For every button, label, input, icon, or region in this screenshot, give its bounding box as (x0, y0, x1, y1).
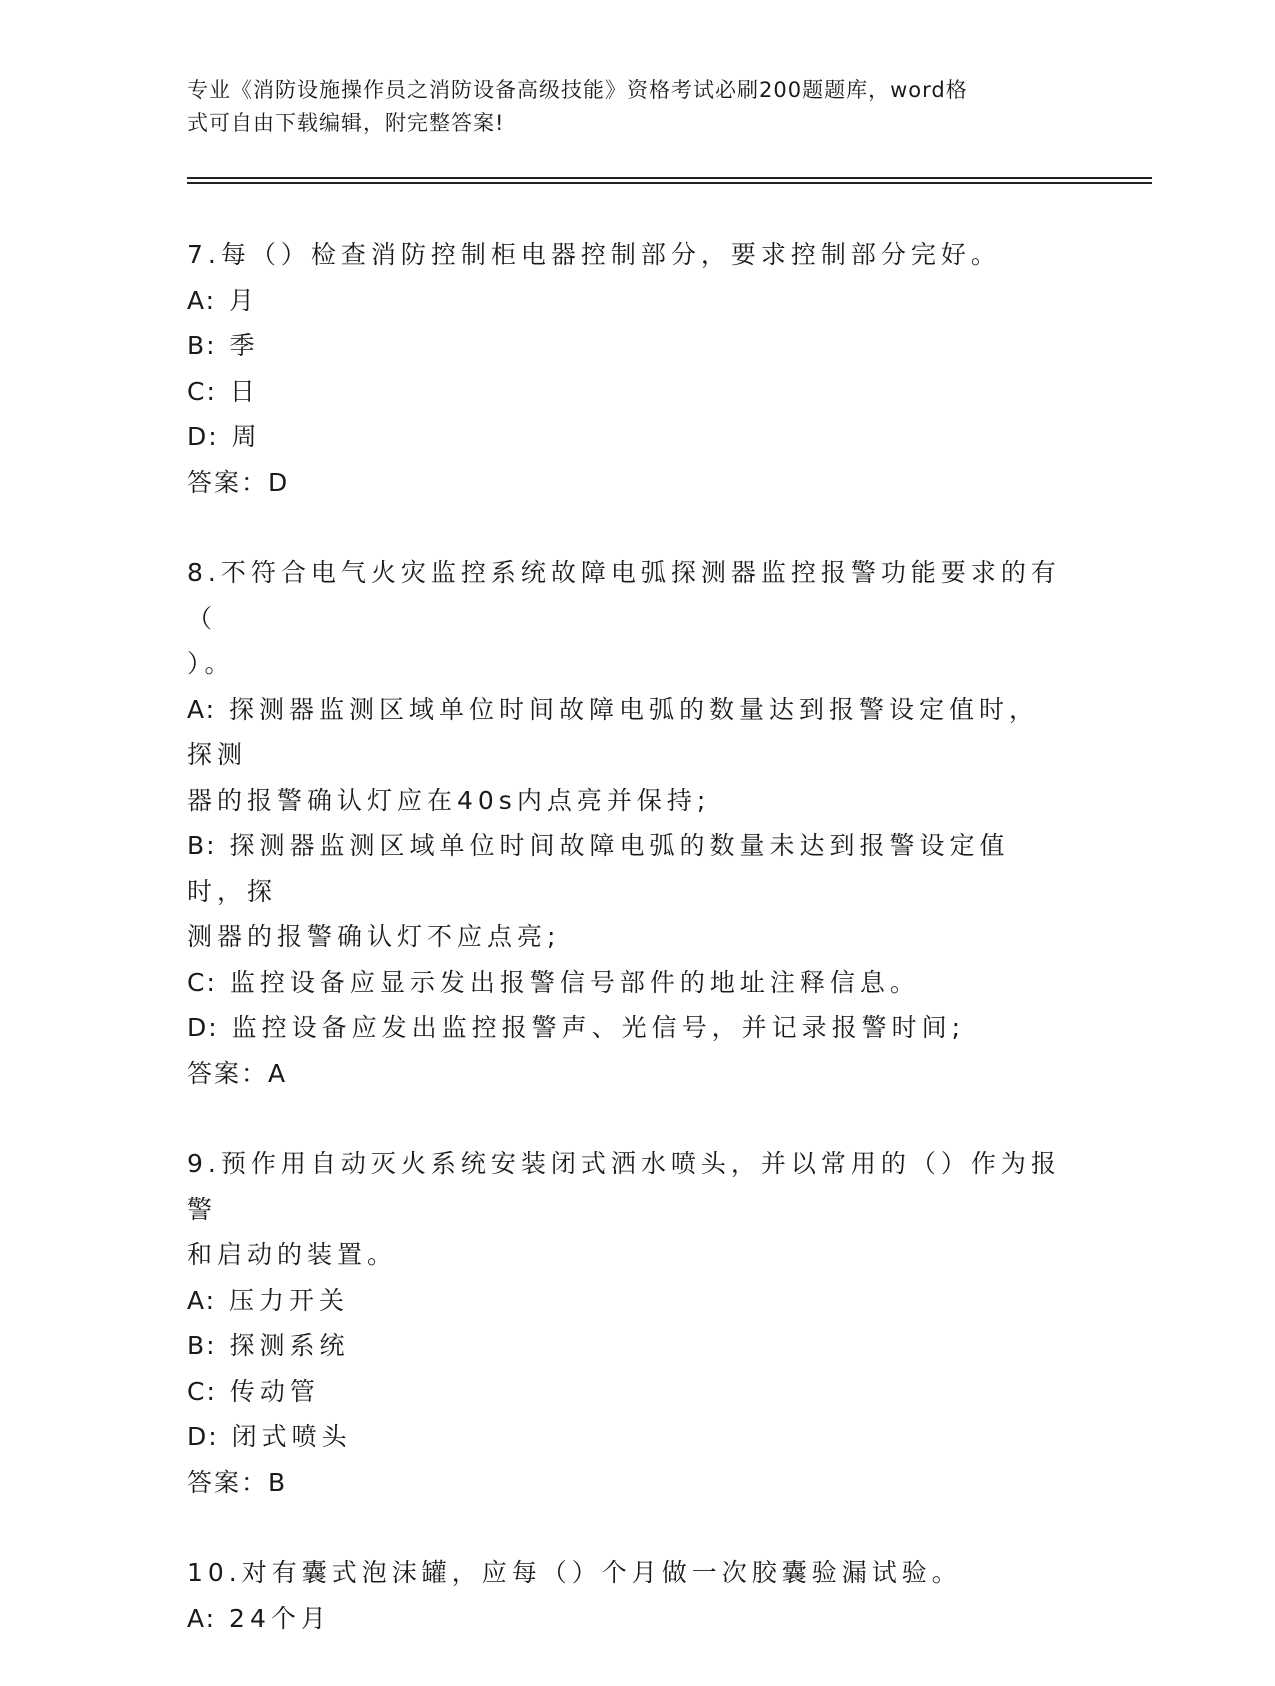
option-c (187, 960, 1067, 1006)
question-7 (187, 232, 1067, 505)
option-c (187, 1369, 1067, 1415)
question-stem: 8.不符合电气火灾监控系统故障电弧探测器监控报警功能要求的有（ (187, 558, 1061, 633)
option-a (187, 278, 1067, 324)
option-b (187, 823, 1067, 914)
option-d (187, 414, 1067, 460)
question-stem: 10.对有囊式泡沫罐，应每（）个月做一次胶囊验漏试验。 (187, 1558, 962, 1587)
question-stem: 7.每（）检查消防控制柜电器控制部分，要求控制部分完好。 (187, 240, 1001, 269)
option-text: 月 (229, 285, 260, 315)
option-a (187, 687, 1067, 778)
option-text: 监控设备应显示发出报警信号部件的地址注释信息。 (229, 967, 920, 997)
option-b (187, 323, 1067, 369)
option-letter: A: (187, 1603, 217, 1633)
option-text: 探测系统 (229, 1331, 350, 1360)
option-letter: A: (187, 694, 217, 724)
question-9 (187, 1141, 1067, 1505)
option-b-continued: 测器的报警确认灯不应点亮; (187, 922, 561, 951)
option-text: 闭式喷头 (231, 1422, 352, 1451)
option-c (187, 369, 1067, 415)
option-a-continued: 器的报警确认灯应在40s内点亮并保持; (187, 785, 711, 815)
header-line-2: 式可自由下载编辑，附完整答案! (187, 111, 505, 135)
option-text: 压力开关 (229, 1285, 350, 1315)
option-text: 季 (229, 331, 260, 360)
option-letter: A: (187, 1285, 217, 1315)
answer: 答案：B (187, 1467, 288, 1497)
option-text: 传动管 (229, 1376, 320, 1406)
option-letter: C: (187, 967, 217, 997)
option-d (187, 1414, 1067, 1460)
answer: 答案：D (187, 467, 290, 497)
option-d (187, 1005, 1067, 1051)
option-text: 日 (229, 376, 260, 406)
question-8 (187, 550, 1067, 1096)
option-text: 周 (231, 422, 262, 451)
header-divider-bottom (187, 182, 1152, 184)
answer: 答案：A (187, 1058, 288, 1088)
option-letter: B: (187, 1331, 217, 1360)
document-header (187, 74, 1087, 140)
option-b (187, 1323, 1067, 1369)
option-text: 探测器监测区域单位时间故障电弧的数量达到报警设定值时，探测 (187, 694, 1040, 769)
option-a (187, 1596, 1067, 1642)
header-line-1: 专业《消防设施操作员之消防设备高级技能》资格考试必刷200题题库，word格 (187, 78, 968, 102)
question-stem-continued: 和启动的装置。 (187, 1240, 398, 1269)
option-letter: D: (187, 1013, 219, 1042)
option-letter: D: (187, 422, 219, 451)
question-stem-continued: ）。 (187, 649, 235, 678)
question-list (187, 232, 1067, 1686)
option-letter: C: (187, 376, 217, 406)
question-10 (187, 1550, 1067, 1641)
option-text: 24个月 (229, 1603, 331, 1633)
option-letter: D: (187, 1422, 219, 1451)
option-letter: A: (187, 285, 217, 315)
option-text: 探测器监测区域单位时间故障电弧的数量未达到报警设定值时，探 (187, 831, 1010, 906)
option-letter: B: (187, 831, 217, 860)
option-letter: C: (187, 1376, 217, 1406)
option-a (187, 1278, 1067, 1324)
option-letter: B: (187, 331, 217, 360)
option-text: 监控设备应发出监控报警声、光信号，并记录报警时间; (231, 1013, 966, 1042)
question-stem: 9.预作用自动灭火系统安装闭式洒水喷头，并以常用的（）作为报警 (187, 1149, 1061, 1224)
header-divider-top (187, 177, 1152, 179)
